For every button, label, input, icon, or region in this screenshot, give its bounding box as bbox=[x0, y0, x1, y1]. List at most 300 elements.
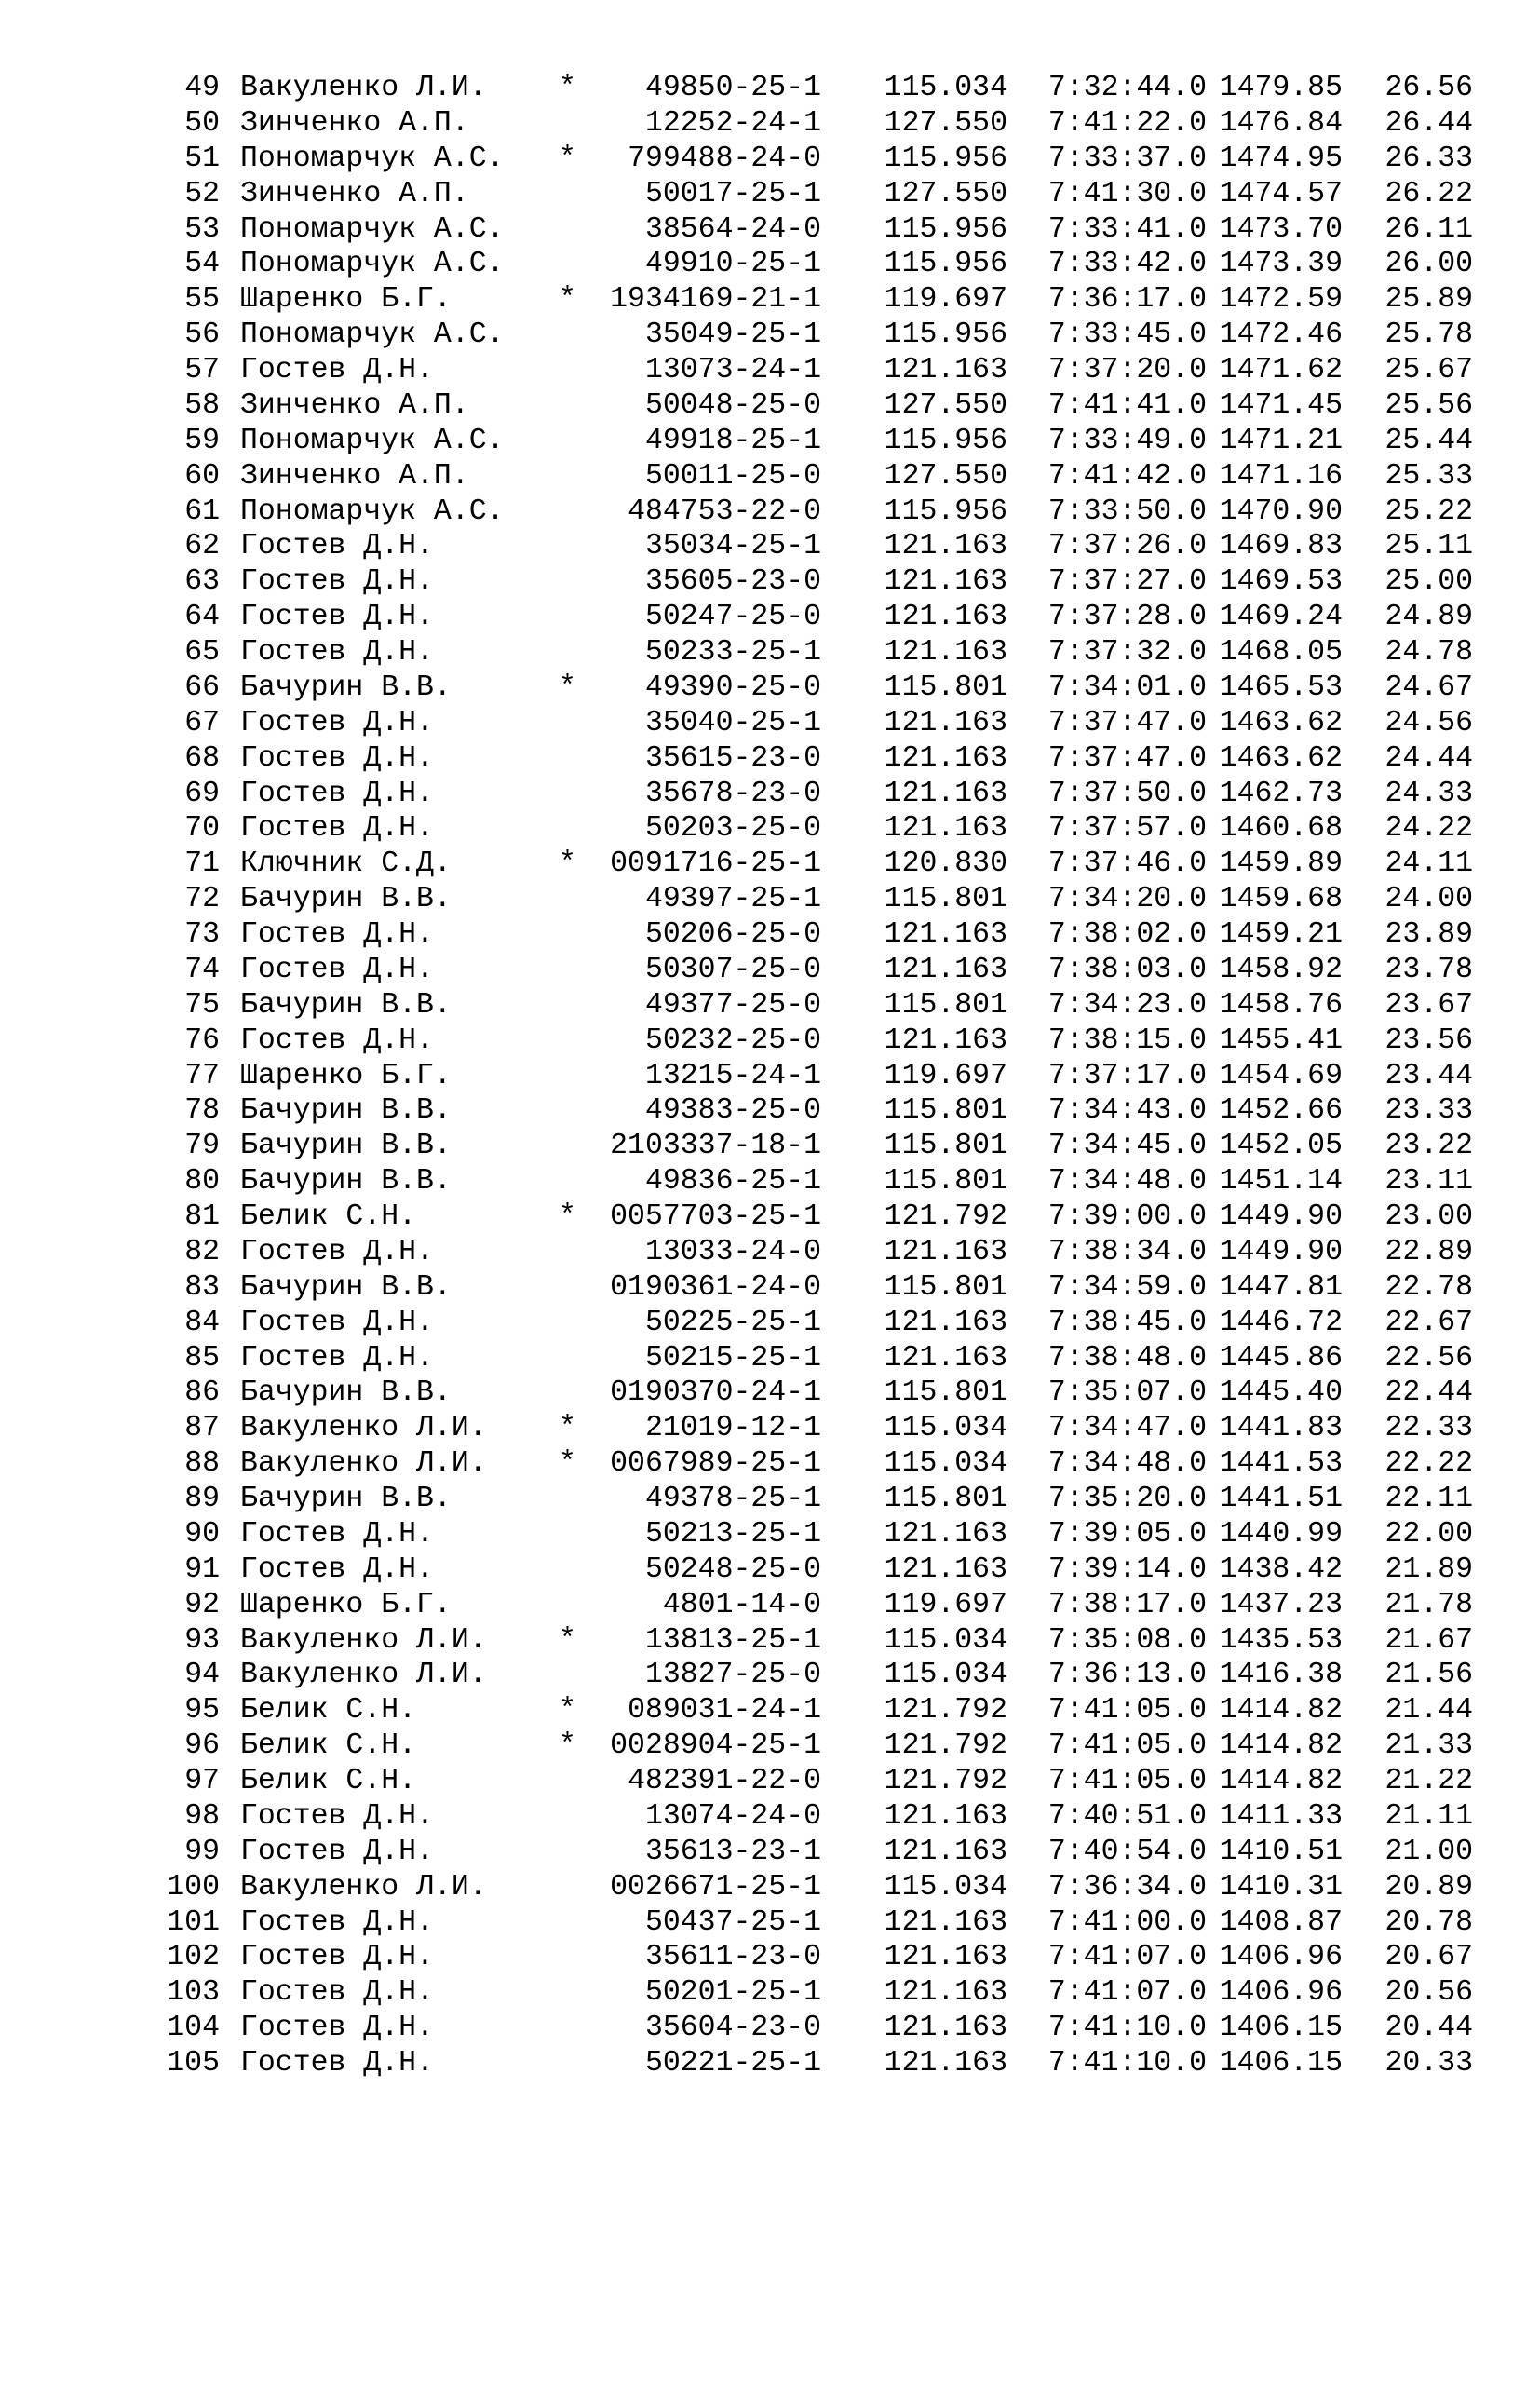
distance: 121.792 bbox=[884, 1765, 1007, 1797]
ring-number: 35605-23-0 bbox=[644, 565, 821, 599]
table-row bbox=[160, 1517, 1520, 1552]
distance: 115.801 bbox=[884, 671, 1007, 704]
arrival-time: 7:41:07.0 bbox=[1047, 1941, 1207, 1974]
fancier-name: Пономарчук А.С. bbox=[240, 142, 505, 175]
points: 22.67 bbox=[1385, 1306, 1473, 1339]
points: 26.33 bbox=[1385, 142, 1473, 175]
table-row bbox=[160, 212, 1520, 248]
place-number: 102 bbox=[167, 1941, 220, 1974]
arrival-time: 7:33:45.0 bbox=[1047, 319, 1207, 352]
place-number: 61 bbox=[184, 495, 220, 528]
fancier-name: Гостев Д.Н. bbox=[240, 918, 434, 951]
arrival-time: 7:33:42.0 bbox=[1047, 248, 1207, 281]
ring-number: 49397-25-1 bbox=[644, 883, 821, 916]
points: 23.11 bbox=[1385, 1165, 1473, 1199]
fancier-name: Бачурин В.В. bbox=[240, 1270, 452, 1304]
distance: 121.163 bbox=[884, 1552, 1007, 1586]
points: 21.78 bbox=[1385, 1588, 1473, 1621]
distance: 121.163 bbox=[884, 1306, 1007, 1339]
ring-number: 50017-25-1 bbox=[644, 177, 821, 210]
fancier-name: Зинченко А.П. bbox=[240, 459, 469, 493]
place-number: 103 bbox=[167, 1976, 220, 2010]
ring-number: 49390-25-0 bbox=[644, 671, 821, 704]
distance: 121.163 bbox=[884, 1835, 1007, 1868]
place-number: 97 bbox=[184, 1765, 220, 1797]
arrival-time: 7:41:05.0 bbox=[1047, 1694, 1207, 1728]
speed: 1469.53 bbox=[1219, 565, 1343, 599]
points: 25.56 bbox=[1385, 388, 1473, 422]
distance: 121.163 bbox=[884, 2047, 1007, 2080]
arrival-time: 7:35:08.0 bbox=[1047, 1623, 1207, 1657]
points: 23.78 bbox=[1385, 953, 1473, 986]
table-row bbox=[160, 142, 1520, 177]
speed: 1441.53 bbox=[1219, 1447, 1343, 1481]
place-number: 72 bbox=[184, 883, 220, 916]
table-row bbox=[160, 1940, 1520, 1975]
fancier-name: Гостев Д.Н. bbox=[240, 2012, 434, 2045]
fancier-name: Гостев Д.Н. bbox=[240, 1552, 434, 1586]
fancier-name: Гостев Д.Н. bbox=[240, 1976, 434, 2010]
arrival-time: 7:37:27.0 bbox=[1047, 565, 1207, 599]
ring-number: 50206-25-0 bbox=[644, 918, 821, 951]
speed: 1472.59 bbox=[1219, 283, 1343, 317]
ring-number: 089031-24-1 bbox=[628, 1694, 821, 1728]
place-number: 78 bbox=[184, 1094, 220, 1128]
arrival-time: 7:41:00.0 bbox=[1047, 1905, 1207, 1939]
arrival-time: 7:41:30.0 bbox=[1047, 177, 1207, 210]
ring-number: 49910-25-1 bbox=[644, 248, 821, 281]
fancier-name: Гостев Д.Н. bbox=[240, 1023, 434, 1057]
place-number: 52 bbox=[184, 177, 220, 210]
distance: 115.956 bbox=[884, 424, 1007, 457]
distance: 121.792 bbox=[884, 1729, 1007, 1763]
table-row bbox=[160, 529, 1520, 564]
distance: 115.956 bbox=[884, 248, 1007, 281]
place-number: 99 bbox=[184, 1835, 220, 1868]
fancier-name: Гостев Д.Н. bbox=[240, 953, 434, 986]
distance: 121.163 bbox=[884, 741, 1007, 775]
points: 22.89 bbox=[1385, 1235, 1473, 1268]
fancier-name: Пономарчук А.С. bbox=[240, 424, 505, 457]
arrival-time: 7:39:00.0 bbox=[1047, 1200, 1207, 1233]
table-row bbox=[160, 1623, 1520, 1659]
speed: 1469.83 bbox=[1219, 530, 1343, 563]
speed: 1470.90 bbox=[1219, 495, 1343, 528]
ring-number: 50248-25-0 bbox=[644, 1552, 821, 1586]
arrival-time: 7:38:45.0 bbox=[1047, 1306, 1207, 1339]
table-row bbox=[160, 953, 1520, 988]
distance: 119.697 bbox=[884, 1588, 1007, 1621]
points: 22.56 bbox=[1385, 1341, 1473, 1375]
speed: 1452.66 bbox=[1219, 1094, 1343, 1128]
ring-number: 50247-25-0 bbox=[644, 601, 821, 634]
points: 21.00 bbox=[1385, 1835, 1473, 1868]
distance: 121.163 bbox=[884, 1905, 1007, 1939]
speed: 1416.38 bbox=[1219, 1659, 1343, 1692]
place-number: 82 bbox=[184, 1235, 220, 1268]
fancier-name: Белик С.Н. bbox=[240, 1765, 417, 1797]
place-number: 91 bbox=[184, 1552, 220, 1586]
fancier-name: Пономарчук А.С. bbox=[240, 212, 505, 246]
ring-number: 50232-25-0 bbox=[644, 1023, 821, 1057]
points: 20.78 bbox=[1385, 1905, 1473, 1939]
table-row bbox=[160, 1270, 1520, 1306]
arrival-time: 7:37:17.0 bbox=[1047, 1059, 1207, 1092]
results-table bbox=[160, 71, 1520, 2081]
arrival-time: 7:41:07.0 bbox=[1047, 1976, 1207, 2010]
arrival-time: 7:33:49.0 bbox=[1047, 424, 1207, 457]
place-number: 94 bbox=[184, 1659, 220, 1692]
speed: 1440.99 bbox=[1219, 1517, 1343, 1551]
fancier-name: Зинченко А.П. bbox=[240, 177, 469, 210]
mark-asterisk: * bbox=[559, 1694, 576, 1728]
ring-number: 0190361-24-0 bbox=[610, 1270, 821, 1304]
place-number: 64 bbox=[184, 601, 220, 634]
ring-number: 0026671-25-1 bbox=[610, 1870, 821, 1904]
place-number: 53 bbox=[184, 212, 220, 246]
table-row bbox=[160, 1693, 1520, 1728]
ring-number: 35615-23-0 bbox=[644, 741, 821, 775]
points: 23.67 bbox=[1385, 988, 1473, 1022]
mark-asterisk: * bbox=[559, 1623, 576, 1657]
table-row bbox=[160, 247, 1520, 282]
place-number: 85 bbox=[184, 1341, 220, 1375]
fancier-name: Гостев Д.Н. bbox=[240, 636, 434, 669]
points: 24.00 bbox=[1385, 883, 1473, 916]
speed: 1414.82 bbox=[1219, 1729, 1343, 1763]
table-row bbox=[160, 1129, 1520, 1164]
points: 21.33 bbox=[1385, 1729, 1473, 1763]
speed: 1406.96 bbox=[1219, 1941, 1343, 1974]
table-row bbox=[160, 882, 1520, 917]
speed: 1441.83 bbox=[1219, 1412, 1343, 1445]
speed: 1406.15 bbox=[1219, 2047, 1343, 2080]
place-number: 86 bbox=[184, 1376, 220, 1410]
arrival-time: 7:34:43.0 bbox=[1047, 1094, 1207, 1128]
points: 25.89 bbox=[1385, 283, 1473, 317]
ring-number: 12252-24-1 bbox=[644, 106, 821, 140]
table-row bbox=[160, 600, 1520, 635]
distance: 119.697 bbox=[884, 283, 1007, 317]
arrival-time: 7:34:01.0 bbox=[1047, 671, 1207, 704]
speed: 1473.39 bbox=[1219, 248, 1343, 281]
speed: 1471.21 bbox=[1219, 424, 1343, 457]
place-number: 96 bbox=[184, 1729, 220, 1763]
ring-number: 50201-25-1 bbox=[644, 1976, 821, 2010]
points: 21.56 bbox=[1385, 1659, 1473, 1692]
points: 24.44 bbox=[1385, 741, 1473, 775]
distance: 121.163 bbox=[884, 636, 1007, 669]
points: 24.89 bbox=[1385, 601, 1473, 634]
speed: 1414.82 bbox=[1219, 1694, 1343, 1728]
distance: 121.163 bbox=[884, 1023, 1007, 1057]
table-row bbox=[160, 1306, 1520, 1341]
place-number: 71 bbox=[184, 847, 220, 881]
distance: 121.163 bbox=[884, 777, 1007, 810]
points: 20.89 bbox=[1385, 1870, 1473, 1904]
fancier-name: Вакуленко Л.И. bbox=[240, 1870, 487, 1904]
points: 20.56 bbox=[1385, 1976, 1473, 2010]
distance: 121.163 bbox=[884, 601, 1007, 634]
speed: 1473.70 bbox=[1219, 212, 1343, 246]
table-row bbox=[160, 1093, 1520, 1129]
fancier-name: Пономарчук А.С. bbox=[240, 495, 505, 528]
ring-number: 50225-25-1 bbox=[644, 1306, 821, 1339]
points: 26.22 bbox=[1385, 177, 1473, 210]
distance: 115.034 bbox=[884, 72, 1007, 104]
mark-asterisk: * bbox=[559, 1729, 576, 1763]
distance: 119.697 bbox=[884, 1059, 1007, 1092]
table-row bbox=[160, 1835, 1520, 1870]
points: 25.22 bbox=[1385, 495, 1473, 528]
place-number: 57 bbox=[184, 354, 220, 386]
arrival-time: 7:41:41.0 bbox=[1047, 388, 1207, 422]
distance: 121.163 bbox=[884, 354, 1007, 386]
fancier-name: Пономарчук А.С. bbox=[240, 319, 505, 352]
ring-number: 0057703-25-1 bbox=[610, 1200, 821, 1233]
table-row bbox=[160, 495, 1520, 530]
table-row bbox=[160, 1235, 1520, 1270]
arrival-time: 7:38:03.0 bbox=[1047, 953, 1207, 986]
fancier-name: Гостев Д.Н. bbox=[240, 741, 434, 775]
speed: 1458.76 bbox=[1219, 988, 1343, 1022]
place-number: 56 bbox=[184, 319, 220, 352]
speed: 1479.85 bbox=[1219, 72, 1343, 104]
place-number: 49 bbox=[184, 72, 220, 104]
place-number: 87 bbox=[184, 1412, 220, 1445]
speed: 1445.40 bbox=[1219, 1376, 1343, 1410]
points: 20.33 bbox=[1385, 2047, 1473, 2080]
table-row bbox=[160, 1376, 1520, 1411]
place-number: 92 bbox=[184, 1588, 220, 1621]
place-number: 75 bbox=[184, 988, 220, 1022]
mark-asterisk: * bbox=[559, 283, 576, 317]
speed: 1447.81 bbox=[1219, 1270, 1343, 1304]
ring-number: 35040-25-1 bbox=[644, 706, 821, 739]
fancier-name: Вакуленко Л.И. bbox=[240, 1412, 487, 1445]
table-row bbox=[160, 1200, 1520, 1235]
arrival-time: 7:41:05.0 bbox=[1047, 1729, 1207, 1763]
fancier-name: Шаренко Б.Г. bbox=[240, 1059, 452, 1092]
points: 24.33 bbox=[1385, 777, 1473, 810]
ring-number: 49918-25-1 bbox=[644, 424, 821, 457]
fancier-name: Бачурин В.В. bbox=[240, 671, 452, 704]
distance: 115.034 bbox=[884, 1412, 1007, 1445]
points: 21.11 bbox=[1385, 1799, 1473, 1833]
speed: 1472.46 bbox=[1219, 319, 1343, 352]
ring-number: 0091716-25-1 bbox=[610, 847, 821, 881]
ring-number: 4801-14-0 bbox=[662, 1588, 821, 1621]
distance: 121.163 bbox=[884, 812, 1007, 846]
fancier-name: Шаренко Б.Г. bbox=[240, 1588, 452, 1621]
arrival-time: 7:34:47.0 bbox=[1047, 1412, 1207, 1445]
arrival-time: 7:38:15.0 bbox=[1047, 1023, 1207, 1057]
place-number: 59 bbox=[184, 424, 220, 457]
arrival-time: 7:41:10.0 bbox=[1047, 2047, 1207, 2080]
mark-asterisk: * bbox=[559, 1412, 576, 1445]
distance: 121.163 bbox=[884, 2012, 1007, 2045]
ring-number: 13215-24-1 bbox=[644, 1059, 821, 1092]
place-number: 105 bbox=[167, 2047, 220, 2080]
arrival-time: 7:38:17.0 bbox=[1047, 1588, 1207, 1621]
speed: 1463.62 bbox=[1219, 741, 1343, 775]
ring-number: 49836-25-1 bbox=[644, 1165, 821, 1199]
table-row bbox=[160, 106, 1520, 142]
distance: 115.801 bbox=[884, 1094, 1007, 1128]
distance: 115.801 bbox=[884, 1270, 1007, 1304]
place-number: 63 bbox=[184, 565, 220, 599]
points: 25.78 bbox=[1385, 319, 1473, 352]
place-number: 88 bbox=[184, 1447, 220, 1481]
fancier-name: Вакуленко Л.И. bbox=[240, 1447, 487, 1481]
fancier-name: Гостев Д.Н. bbox=[240, 812, 434, 846]
table-row bbox=[160, 1588, 1520, 1623]
ring-number: 0067989-25-1 bbox=[610, 1447, 821, 1481]
speed: 1476.84 bbox=[1219, 106, 1343, 140]
distance: 115.801 bbox=[884, 988, 1007, 1022]
place-number: 68 bbox=[184, 741, 220, 775]
arrival-time: 7:37:47.0 bbox=[1047, 706, 1207, 739]
speed: 1446.72 bbox=[1219, 1306, 1343, 1339]
table-row bbox=[160, 741, 1520, 777]
place-number: 54 bbox=[184, 248, 220, 281]
place-number: 98 bbox=[184, 1799, 220, 1833]
speed: 1414.82 bbox=[1219, 1765, 1343, 1797]
place-number: 84 bbox=[184, 1306, 220, 1339]
distance: 121.163 bbox=[884, 918, 1007, 951]
arrival-time: 7:37:50.0 bbox=[1047, 777, 1207, 810]
points: 21.67 bbox=[1385, 1623, 1473, 1657]
fancier-name: Зинченко А.П. bbox=[240, 106, 469, 140]
speed: 1459.21 bbox=[1219, 918, 1343, 951]
arrival-time: 7:34:59.0 bbox=[1047, 1270, 1207, 1304]
ring-number: 38564-24-0 bbox=[644, 212, 821, 246]
ring-number: 2103337-18-1 bbox=[610, 1130, 821, 1163]
table-row bbox=[160, 1870, 1520, 1905]
points: 26.44 bbox=[1385, 106, 1473, 140]
distance: 121.163 bbox=[884, 565, 1007, 599]
table-row bbox=[160, 1446, 1520, 1482]
arrival-time: 7:38:02.0 bbox=[1047, 918, 1207, 951]
distance: 121.163 bbox=[884, 1517, 1007, 1551]
arrival-time: 7:36:17.0 bbox=[1047, 283, 1207, 317]
distance: 121.792 bbox=[884, 1694, 1007, 1728]
arrival-time: 7:35:07.0 bbox=[1047, 1376, 1207, 1410]
speed: 1445.86 bbox=[1219, 1341, 1343, 1375]
ring-number: 49377-25-0 bbox=[644, 988, 821, 1022]
fancier-name: Гостев Д.Н. bbox=[240, 1799, 434, 1833]
table-row bbox=[160, 1728, 1520, 1764]
distance: 120.830 bbox=[884, 847, 1007, 881]
table-row bbox=[160, 71, 1520, 106]
ring-number: 35604-23-0 bbox=[644, 2012, 821, 2045]
mark-asterisk: * bbox=[559, 671, 576, 704]
table-row bbox=[160, 777, 1520, 812]
ring-number: 482391-22-0 bbox=[628, 1765, 821, 1797]
points: 20.67 bbox=[1385, 1941, 1473, 1974]
arrival-time: 7:37:20.0 bbox=[1047, 354, 1207, 386]
table-row bbox=[160, 1164, 1520, 1200]
distance: 127.550 bbox=[884, 388, 1007, 422]
distance: 127.550 bbox=[884, 177, 1007, 210]
speed: 1455.41 bbox=[1219, 1023, 1343, 1057]
ring-number: 50221-25-1 bbox=[644, 2047, 821, 2080]
speed: 1469.24 bbox=[1219, 601, 1343, 634]
ring-number: 35049-25-1 bbox=[644, 319, 821, 352]
table-row bbox=[160, 318, 1520, 353]
ring-number: 35034-25-1 bbox=[644, 530, 821, 563]
points: 23.56 bbox=[1385, 1023, 1473, 1057]
ring-number: 50437-25-1 bbox=[644, 1905, 821, 1939]
ring-number: 50203-25-0 bbox=[644, 812, 821, 846]
speed: 1406.96 bbox=[1219, 1976, 1343, 2010]
ring-number: 35678-23-0 bbox=[644, 777, 821, 810]
fancier-name: Гостев Д.Н. bbox=[240, 1835, 434, 1868]
fancier-name: Гостев Д.Н. bbox=[240, 1517, 434, 1551]
points: 23.89 bbox=[1385, 918, 1473, 951]
points: 22.11 bbox=[1385, 1483, 1473, 1515]
fancier-name: Белик С.Н. bbox=[240, 1200, 417, 1233]
fancier-name: Гостев Д.Н. bbox=[240, 1905, 434, 1939]
arrival-time: 7:41:42.0 bbox=[1047, 459, 1207, 493]
distance: 115.956 bbox=[884, 495, 1007, 528]
arrival-time: 7:38:34.0 bbox=[1047, 1235, 1207, 1268]
arrival-time: 7:39:14.0 bbox=[1047, 1552, 1207, 1586]
ring-number: 1934169-21-1 bbox=[610, 283, 821, 317]
points: 26.00 bbox=[1385, 248, 1473, 281]
table-row bbox=[160, 671, 1520, 706]
place-number: 70 bbox=[184, 812, 220, 846]
place-number: 95 bbox=[184, 1694, 220, 1728]
table-row bbox=[160, 564, 1520, 600]
points: 23.33 bbox=[1385, 1094, 1473, 1128]
arrival-time: 7:33:41.0 bbox=[1047, 212, 1207, 246]
speed: 1462.73 bbox=[1219, 777, 1343, 810]
ring-number: 13033-24-0 bbox=[644, 1235, 821, 1268]
points: 24.56 bbox=[1385, 706, 1473, 739]
place-number: 81 bbox=[184, 1200, 220, 1233]
fancier-name: Гостев Д.Н. bbox=[240, 1306, 434, 1339]
table-row bbox=[160, 1023, 1520, 1059]
fancier-name: Бачурин В.В. bbox=[240, 1130, 452, 1163]
place-number: 58 bbox=[184, 388, 220, 422]
points: 25.44 bbox=[1385, 424, 1473, 457]
place-number: 51 bbox=[184, 142, 220, 175]
speed: 1471.16 bbox=[1219, 459, 1343, 493]
points: 23.22 bbox=[1385, 1130, 1473, 1163]
table-row bbox=[160, 1482, 1520, 1517]
table-row bbox=[160, 424, 1520, 459]
arrival-time: 7:35:20.0 bbox=[1047, 1483, 1207, 1515]
points: 20.44 bbox=[1385, 2012, 1473, 2045]
table-row bbox=[160, 917, 1520, 953]
distance: 115.034 bbox=[884, 1623, 1007, 1657]
ring-number: 13813-25-1 bbox=[644, 1623, 821, 1657]
place-number: 76 bbox=[184, 1023, 220, 1057]
arrival-time: 7:40:51.0 bbox=[1047, 1799, 1207, 1833]
fancier-name: Гостев Д.Н. bbox=[240, 530, 434, 563]
speed: 1471.45 bbox=[1219, 388, 1343, 422]
mark-asterisk: * bbox=[559, 72, 576, 104]
points: 23.00 bbox=[1385, 1200, 1473, 1233]
ring-number: 35611-23-0 bbox=[644, 1941, 821, 1974]
distance: 115.956 bbox=[884, 142, 1007, 175]
speed: 1465.53 bbox=[1219, 671, 1343, 704]
fancier-name: Белик С.Н. bbox=[240, 1729, 417, 1763]
speed: 1471.62 bbox=[1219, 354, 1343, 386]
speed: 1454.69 bbox=[1219, 1059, 1343, 1092]
points: 22.78 bbox=[1385, 1270, 1473, 1304]
